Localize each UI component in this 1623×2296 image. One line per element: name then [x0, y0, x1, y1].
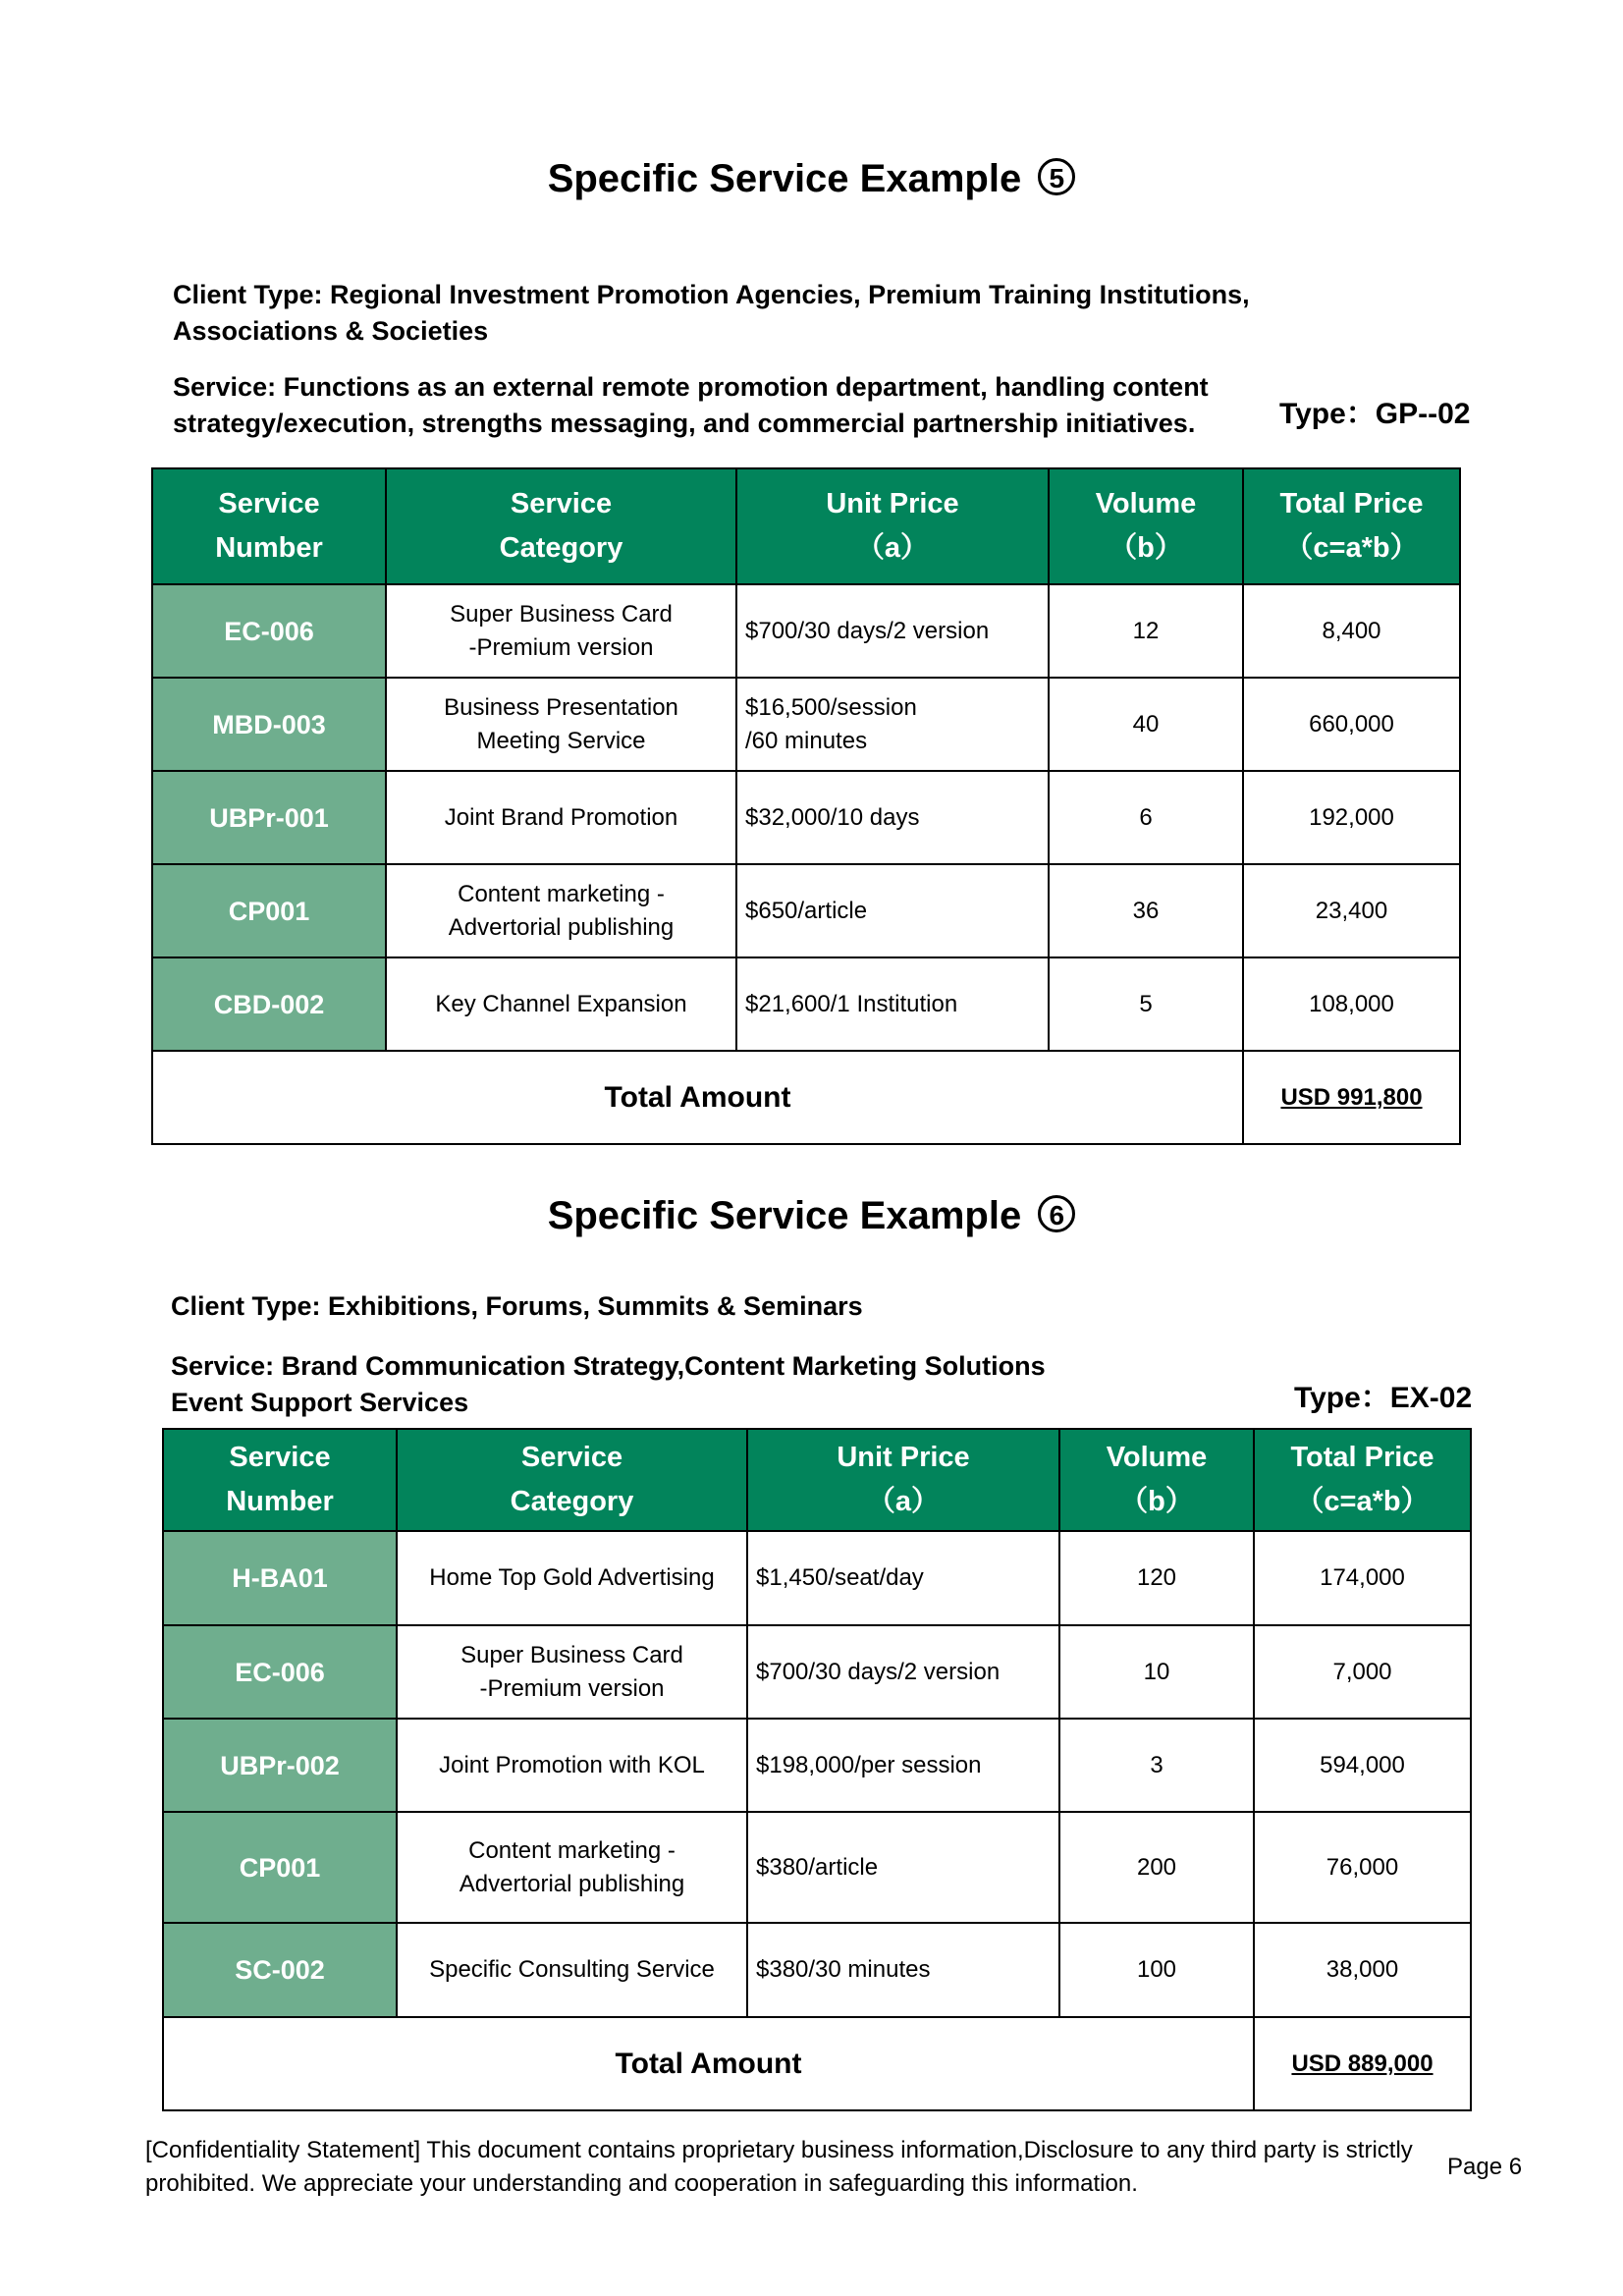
service-number-cell: SC-002: [163, 1923, 397, 2017]
unit-price-cell: [747, 1719, 1059, 1812]
volume-cell: 120: [1059, 1531, 1254, 1625]
service-category-cell: [386, 678, 736, 771]
unit-price-cell: [736, 771, 1049, 864]
unit-price-cell: [736, 678, 1049, 771]
service-category-line: Advertorial publishing: [459, 1870, 685, 1897]
volume-cell: 5: [1049, 957, 1243, 1051]
total-price-cell: 192,000: [1243, 771, 1460, 864]
header-service-number-line: Service: [218, 488, 320, 519]
service-category-cell: [397, 1531, 747, 1625]
header-unit-price-line: Unit Price: [826, 488, 959, 519]
table-row: [163, 1719, 1471, 1812]
header-unit-price-line: Unit Price: [837, 1442, 970, 1473]
service-category-cell: [386, 584, 736, 678]
table-row: [163, 1531, 1471, 1625]
header-service-number: [163, 1429, 397, 1531]
section2-service-description: [171, 1348, 1251, 1421]
header-volume-line: （b）: [1119, 1486, 1194, 1517]
unit-price-line: $16,500/session: [745, 693, 917, 721]
section2-number-badge: 6: [1038, 1195, 1075, 1232]
total-price-cell: 76,000: [1254, 1812, 1471, 1923]
total-price-cell: 23,400: [1243, 864, 1460, 957]
service-category-line: Key Channel Expansion: [435, 990, 687, 1017]
total-row: [163, 2017, 1471, 2110]
unit-price-cell: [747, 1812, 1059, 1923]
header-total-price-line: （c=a*b）: [1284, 532, 1419, 564]
service-category-line: Content marketing -: [468, 1836, 676, 1864]
unit-price-line: $700/30 days/2 version: [745, 617, 990, 644]
header-volume: [1049, 468, 1243, 584]
header-volume-line: Volume: [1106, 1442, 1208, 1473]
header-total-price-line: Total Price: [1279, 488, 1424, 519]
table-row: [163, 1812, 1471, 1923]
header-volume-line: Volume: [1095, 488, 1197, 519]
header-service-category-line: Service: [510, 488, 613, 519]
header-service-category-line: Category: [510, 1486, 634, 1517]
unit-price-line: $380/30 minutes: [756, 1956, 931, 1983]
service-number-cell: H-BA01: [163, 1531, 397, 1625]
table-row: [152, 864, 1460, 957]
total-amount-value: USD 889,000: [1254, 2017, 1471, 2110]
service-category-line: Content marketing -: [458, 880, 665, 907]
service-category-cell: [386, 771, 736, 864]
service-category-cell: [397, 1719, 747, 1812]
service-number-cell: UBPr-001: [152, 771, 386, 864]
service-category-cell: [386, 957, 736, 1051]
total-amount-label: Total Amount: [152, 1051, 1243, 1144]
service-category-line: Meeting Service: [476, 727, 646, 754]
confidentiality-statement: [Confidentiality Statement] This document contains proprietary business information,Disclosure to any third party is strictly prohibited. We appreciate your understanding and cooperation in safeguarding this information.: [145, 2137, 1413, 2197]
header-service-number-line: Number: [215, 532, 323, 564]
total-price-cell: 174,000: [1254, 1531, 1471, 1625]
header-volume-line: （b）: [1109, 532, 1183, 564]
section1-number-badge: 5: [1038, 158, 1075, 195]
unit-price-line: $700/30 days/2 version: [756, 1658, 1001, 1685]
unit-price-cell: [747, 1531, 1059, 1625]
service-number-cell: EC-006: [163, 1625, 397, 1719]
unit-price-cell: [747, 1923, 1059, 2017]
total-price-cell: 108,000: [1243, 957, 1460, 1051]
service-category-cell: [397, 1812, 747, 1923]
service-number-cell: UBPr-002: [163, 1719, 397, 1812]
service-category-line: Specific Consulting Service: [429, 1956, 715, 1983]
volume-cell: 100: [1059, 1923, 1254, 2017]
header-total-price: [1243, 468, 1460, 584]
unit-price-line: $32,000/10 days: [745, 803, 920, 831]
section1-heading-text: Specific Service Example: [547, 157, 1022, 200]
service-category-line: Super Business Card: [450, 600, 673, 628]
unit-price-line: $650/article: [745, 897, 868, 924]
total-amount-value: USD 991,800: [1243, 1051, 1460, 1144]
service-number-cell: CBD-002: [152, 957, 386, 1051]
service-category-cell: [397, 1625, 747, 1719]
unit-price-cell: [736, 957, 1049, 1051]
header-unit-price-line: （a）: [855, 532, 930, 564]
table-row: [152, 771, 1460, 864]
total-price-cell: 7,000: [1254, 1625, 1471, 1719]
table-header-row: [152, 468, 1460, 584]
unit-price-line: $380/article: [756, 1853, 879, 1881]
section2-heading: [0, 1194, 1623, 1238]
total-price-cell: 660,000: [1243, 678, 1460, 771]
total-row: [152, 1051, 1460, 1144]
service-category-line: -Premium version: [479, 1674, 665, 1702]
unit-price-line: $21,600/1 Institution: [745, 990, 958, 1017]
service-category-line: Joint Promotion with KOL: [439, 1751, 705, 1778]
section2-service-line2: Event Support Services: [171, 1388, 469, 1417]
section2-service-line1: Service: Brand Communication Strategy,Content Marketing Solutions: [171, 1351, 1046, 1381]
section2-heading-text: Specific Service Example: [547, 1194, 1022, 1237]
total-price-cell: 8,400: [1243, 584, 1460, 678]
total-amount-label: Total Amount: [163, 2017, 1254, 2110]
header-service-number-line: Service: [229, 1442, 331, 1473]
header-service-category-line: Service: [520, 1442, 623, 1473]
header-total-price-line: （c=a*b）: [1295, 1486, 1430, 1517]
service-category-line: Advertorial publishing: [448, 913, 675, 941]
unit-price-line: $1,450/seat/day: [756, 1564, 924, 1591]
volume-cell: 12: [1049, 584, 1243, 678]
service-number-cell: CP001: [163, 1812, 397, 1923]
table-row: [152, 957, 1460, 1051]
service-category-cell: [386, 864, 736, 957]
section2-service-table: [162, 1428, 1472, 2111]
header-unit-price: [747, 1429, 1059, 1531]
table-row: [163, 1625, 1471, 1719]
table-header-row: [163, 1429, 1471, 1531]
section1-service-description: Service: Functions as an external remote promotion department, handling content strategy/execution, strengths messaging, and commercial partnership initiatives.: [173, 372, 1209, 438]
table-row: [152, 678, 1460, 771]
header-volume: [1059, 1429, 1254, 1531]
header-service-category-line: Category: [499, 532, 623, 564]
service-category-cell: [397, 1923, 747, 2017]
service-category-line: Business Presentation: [444, 693, 678, 721]
unit-price-line: /60 minutes: [745, 727, 868, 754]
header-service-category: [397, 1429, 747, 1531]
service-category-line: Home Top Gold Advertising: [429, 1564, 715, 1591]
volume-cell: 3: [1059, 1719, 1254, 1812]
service-number-cell: CP001: [152, 864, 386, 957]
total-price-cell: 594,000: [1254, 1719, 1471, 1812]
service-category-line: Joint Brand Promotion: [444, 803, 678, 831]
section2-type-label: Type：EX-02: [1294, 1382, 1473, 1414]
unit-price-line: $198,000/per session: [756, 1751, 982, 1778]
volume-cell: 200: [1059, 1812, 1254, 1923]
unit-price-cell: [736, 864, 1049, 957]
service-number-cell: MBD-003: [152, 678, 386, 771]
header-total-price: [1254, 1429, 1471, 1531]
unit-price-cell: [736, 584, 1049, 678]
header-service-category: [386, 468, 736, 584]
section1-client-type: Client Type: Regional Investment Promotion Agencies, Premium Training Institutions, Associations & Societies: [173, 280, 1250, 346]
service-category-line: -Premium version: [468, 633, 654, 661]
section1-service-table: [151, 467, 1461, 1145]
unit-price-cell: [747, 1625, 1059, 1719]
total-price-cell: 38,000: [1254, 1923, 1471, 2017]
table-row: [152, 584, 1460, 678]
section1-type-label: Type：GP--02: [1279, 398, 1471, 430]
volume-cell: 6: [1049, 771, 1243, 864]
volume-cell: 40: [1049, 678, 1243, 771]
service-number-cell: EC-006: [152, 584, 386, 678]
service-category-line: Super Business Card: [460, 1641, 683, 1668]
volume-cell: 10: [1059, 1625, 1254, 1719]
header-total-price-line: Total Price: [1290, 1442, 1434, 1473]
header-unit-price-line: （a）: [866, 1486, 941, 1517]
section2-client-type: Client Type: Exhibitions, Forums, Summits & Seminars: [171, 1291, 863, 1321]
section1-heading: [0, 157, 1623, 201]
header-unit-price: [736, 468, 1049, 584]
table-row: [163, 1923, 1471, 2017]
volume-cell: 36: [1049, 864, 1243, 957]
header-service-number: [152, 468, 386, 584]
page-number: Page 6: [1447, 2154, 1523, 2180]
header-service-number-line: Number: [226, 1486, 334, 1517]
